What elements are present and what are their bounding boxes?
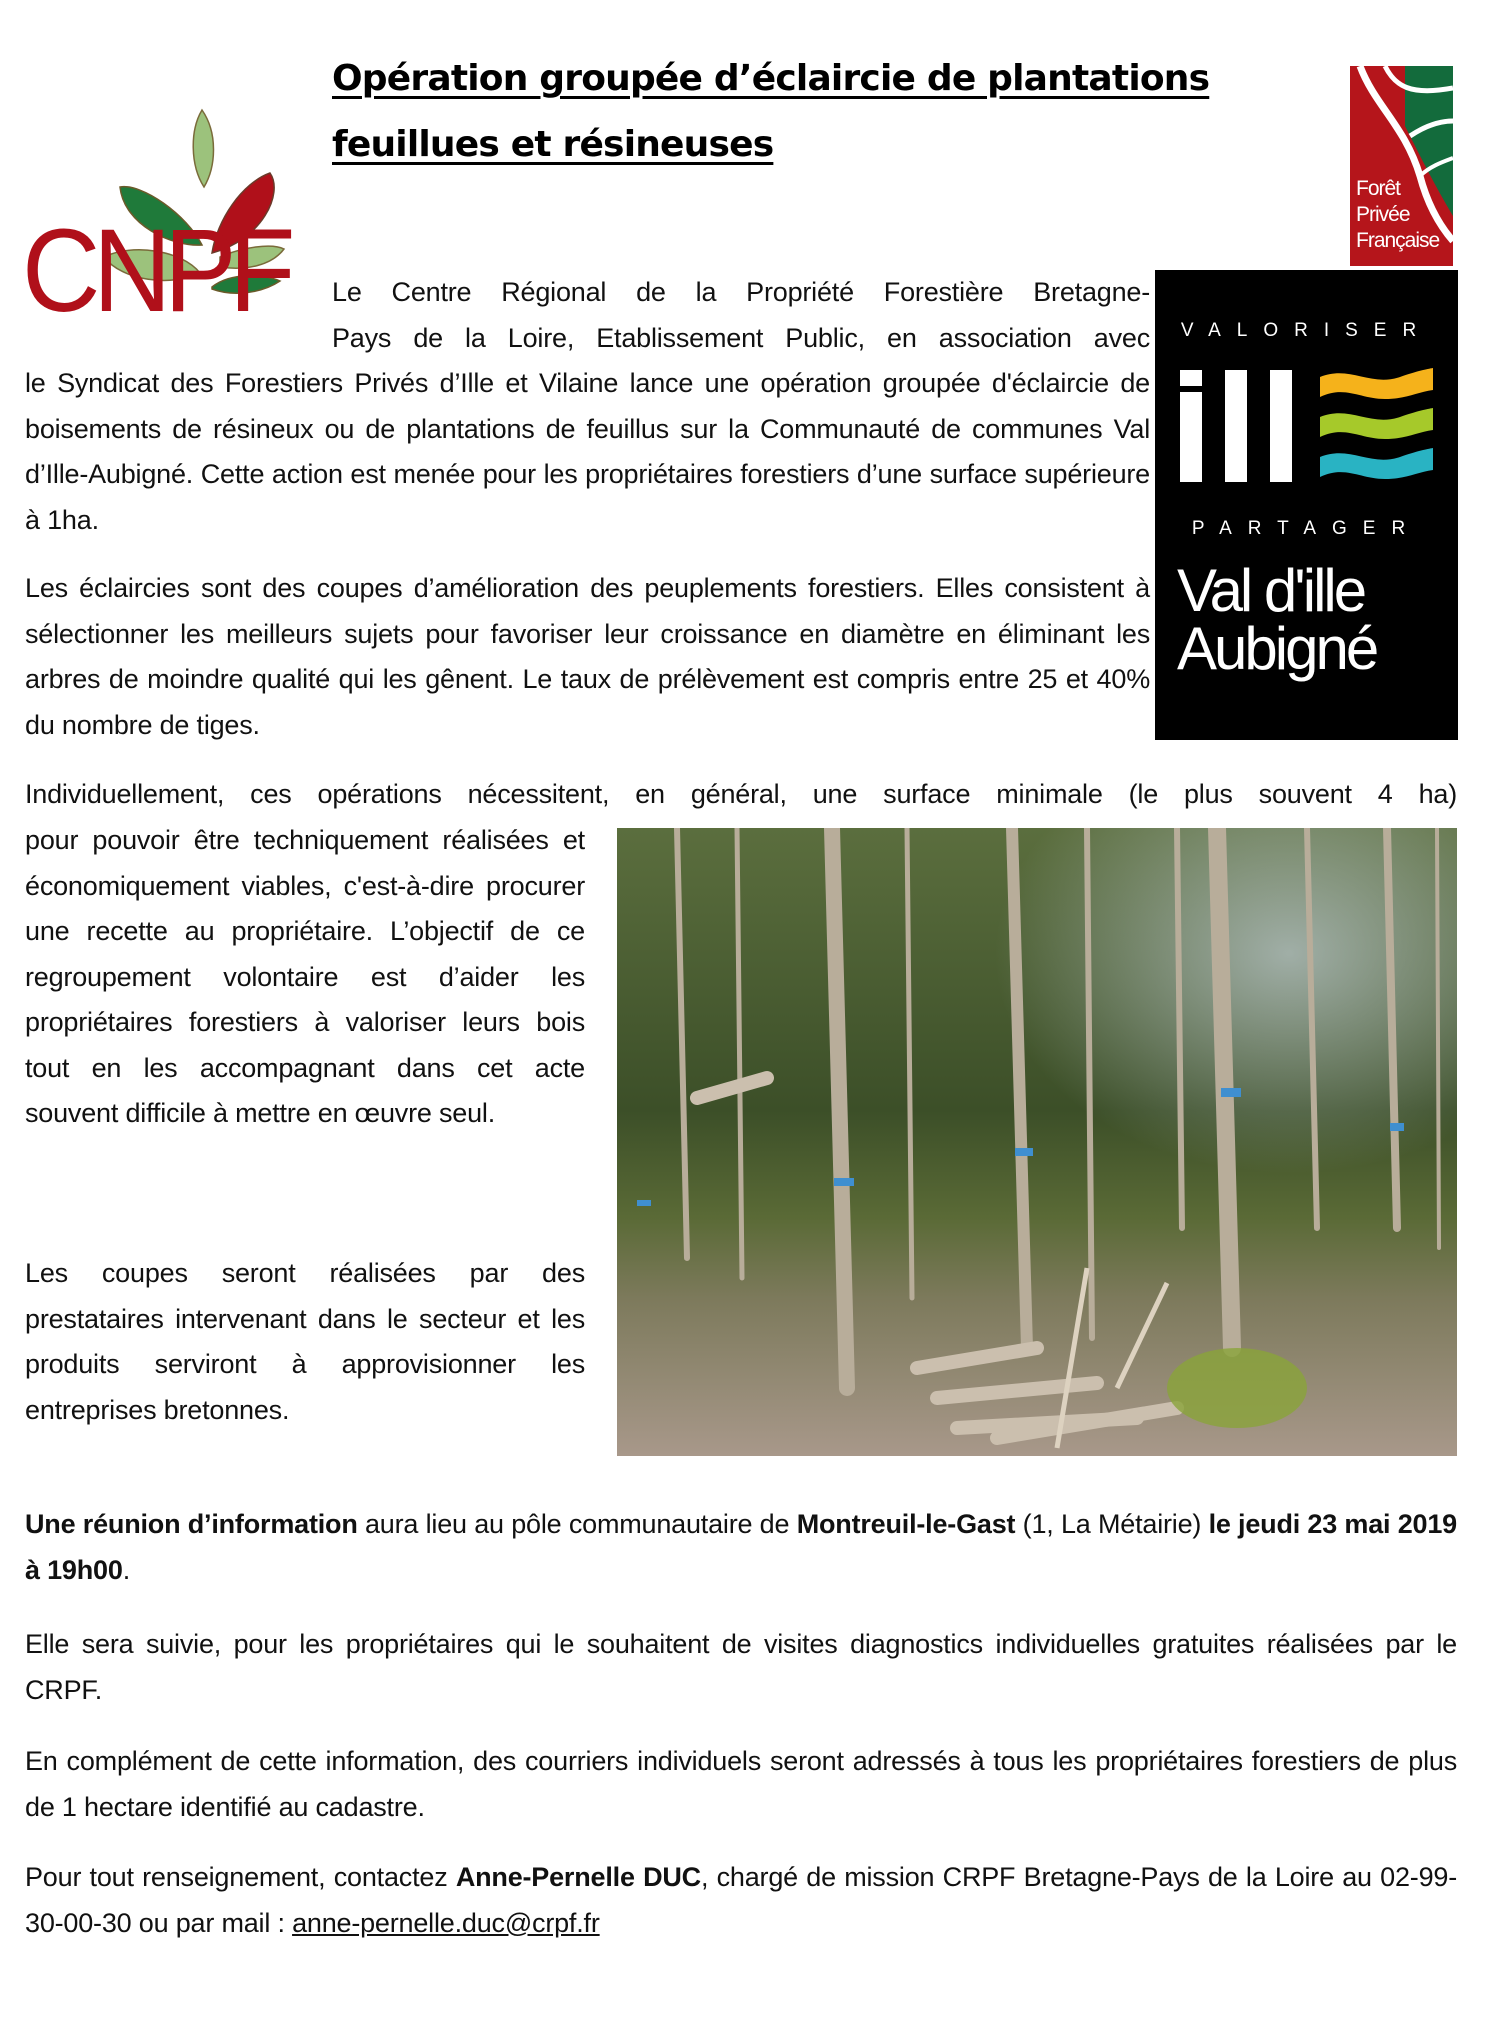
intro-paragraph-rest: le Syndicat des Forestiers Privés d’Ille et Vilaine lance une opération groupée d'éclaircie de boisements de résineux ou de plantations de feuillus sur la Communauté de communes Val d’Ille-Aubigné. Cette action est menée pour les propriétaires forestiers d’une surface supérieure à 1ha. [25, 368, 1150, 535]
contractors-paragraph: Les coupes seront réalisées par des prestataires intervenant dans le secteur et les produits serviront à approvisionner les entreprises bretonnes. [25, 1258, 585, 1425]
cnpf-logo-text: CNPF [22, 205, 289, 337]
title-line-1: Opération groupée d’éclaircie de plantations [332, 58, 1210, 99]
meeting-period: . [122, 1554, 130, 1585]
val-dille-aubigne-logo [1155, 270, 1458, 740]
partager-text: PARTAGER [1191, 518, 1422, 539]
meeting-text-1: aura lieu au pôle communautaire de [357, 1509, 797, 1539]
intro-line-2: Pays de la Loire, Etablissement Public, en association avec [332, 322, 1150, 353]
forest-thinning-photo [617, 828, 1457, 1456]
fpf-line-2: Privée [1356, 203, 1410, 226]
val-dille-name-line-1: Val d'ille [1177, 557, 1365, 624]
ille-waves-icon [1155, 365, 1458, 505]
foret-privee-francaise-logo [1350, 66, 1453, 266]
intro-line-1: Le Centre Régional de la Propriété Forestière Bretagne- [332, 277, 1150, 307]
val-dille-name [1177, 557, 1447, 682]
thinning-paragraph: Les éclaircies sont des coupes d’amélioration des peuplements forestiers. Elles consistent à sélectionner les meilleurs sujets pour favoriser leur croissance en diamètre en éliminant les arbres de moindre qualité qui les gênent. Le taux de prélèvement est compris entre 25 et 40% du nombre de tiges. [25, 573, 1150, 740]
diagnostics-paragraph: Elle sera suivie, pour les propriétaires qui le souhaitent de visites diagnostics individuelles gratuites réalisées par le CRPF. [25, 1629, 1457, 1705]
cnpf-logo [22, 75, 307, 337]
meeting-location: Montreuil-le-Gast [796, 1509, 1016, 1539]
title-line-2: feuillues et résineuses [332, 124, 774, 165]
valoriser-text: VALORISER [1180, 320, 1433, 341]
page-title [332, 46, 1332, 178]
contact-email-link[interactable]: anne-pernelle.duc@crpf.fr [292, 1907, 600, 1938]
grouping-paragraph-rest: pour pouvoir être techniquement réalisées et économiquement viables, c'est-à-dire procurer une recette au propriétaire. L’objectif de ce regroupement volontaire est d’aider les propriétaires forestiers à valoriser leurs bois tout en les accompagnant dans cet acte souvent difficile à mettre en œuvre seul. [25, 825, 585, 1128]
fpf-line-1: Forêt [1356, 177, 1401, 200]
fpf-line-3: Française [1356, 229, 1440, 252]
meeting-date: le jeudi 23 mai 2019 à 19h00 [25, 1509, 1457, 1585]
meeting-label: Une réunion d’information [25, 1509, 358, 1539]
meeting-address: (1, La Métairie) [1015, 1509, 1209, 1539]
contact-paragraph [25, 1855, 1457, 1946]
contact-name: Anne-Pernelle DUC [455, 1862, 701, 1892]
meeting-paragraph [25, 1502, 1457, 1593]
letters-paragraph: En complément de cette information, des courriers individuels seront adressés à tous les propriétaires forestiers de plus de 1 hectare identifié au cadastre. [25, 1746, 1457, 1822]
contact-text-1: Pour tout renseignement, contactez [25, 1862, 456, 1892]
contact-text-2: , chargé de mission CRPF Bretagne-Pays de la Loire au 02-99-30-00-30 ou par mail : [25, 1862, 1457, 1938]
grouping-paragraph-line-1: Individuellement, ces opérations nécessitent, en général, une surface minimale (le plus souvent 4 ha) [25, 779, 1457, 809]
intro-paragraph-start [332, 270, 1150, 361]
val-dille-name-line-2: Aubigné [1177, 615, 1377, 682]
